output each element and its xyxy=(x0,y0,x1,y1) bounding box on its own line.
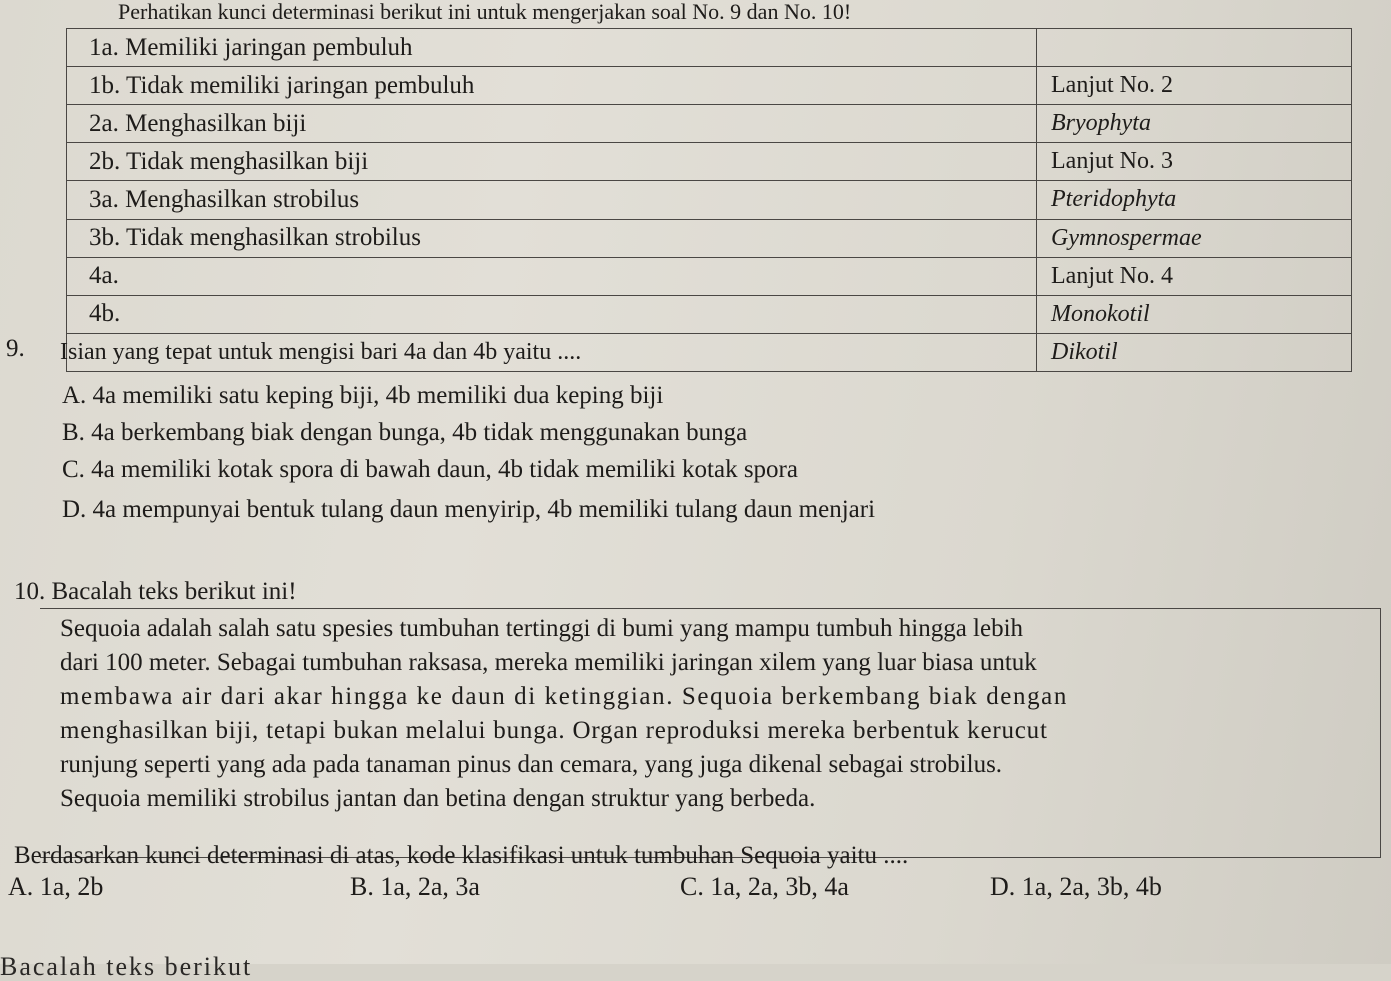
key-step: 1b. Tidak memiliki jaringan pembuluh xyxy=(67,67,1037,105)
passage-line: Sequoia memiliki strobilus jantan dan betina dengan struktur yang berbeda. xyxy=(60,785,816,812)
key-result: Lanjut No. 3 xyxy=(1037,143,1352,181)
key-step: 2b. Tidak menghasilkan biji xyxy=(67,143,1037,181)
question-9-option-b[interactable]: B. 4a berkembang biak dengan bunga, 4b tidak menggunakan bunga xyxy=(62,419,748,446)
question-9-number: 9. xyxy=(6,335,25,362)
question-10-option-c[interactable]: C. 1a, 2a, 3b, 4a xyxy=(680,872,849,901)
passage-line: membawa air dari akar hingga ke daun di ketinggian. Sequoia berkembang biak dengan xyxy=(60,683,1068,710)
determination-key-table xyxy=(66,28,1352,372)
question-9-text: Isian yang tepat untuk mengisi bari 4a dan 4b yaitu .... xyxy=(60,339,582,365)
question-10-heading: 10. Bacalah teks berikut ini! xyxy=(14,578,297,605)
key-step: 1a. Memiliki jaringan pembuluh xyxy=(67,29,1037,67)
passage-line: menghasilkan biji, tetapi bukan melalui bunga. Organ reproduksi mereka berbentuk kerucut xyxy=(60,717,1048,744)
instruction-text: Perhatikan kunci determinasi berikut ini untuk mengerjakan soal No. 9 dan No. 10! xyxy=(118,0,852,24)
passage-line: Sequoia adalah salah satu spesies tumbuhan tertinggi di bumi yang mampu tumbuh hingga lebih xyxy=(60,615,1024,642)
passage-line: dari 100 meter. Sebagai tumbuhan raksasa, mereka memiliki jaringan xilem yang luar biasa untuk xyxy=(60,649,1037,676)
key-row xyxy=(67,257,1352,295)
key-step: 4b. xyxy=(67,295,1037,333)
key-step: 3b. Tidak menghasilkan strobilus xyxy=(67,219,1037,257)
key-result: Dikotil xyxy=(1037,333,1352,371)
key-row xyxy=(67,295,1352,333)
question-10-text: Berdasarkan kunci determinasi di atas, kode klasifikasi untuk tumbuhan Sequoia yaitu .... xyxy=(14,842,909,869)
cut-off-next-line xyxy=(0,940,300,981)
passage-line: runjung seperti yang ada pada tanaman pinus dan cemara, yang juga dikenal sebagai strobilus. xyxy=(60,751,1003,778)
key-row xyxy=(67,29,1352,67)
key-result: Bryophyta xyxy=(1037,105,1352,143)
key-row xyxy=(67,143,1352,181)
key-result: Lanjut No. 4 xyxy=(1037,257,1352,295)
cut-off-text: Bacalah teks berikut xyxy=(0,952,253,981)
question-9-option-d[interactable]: D. 4a mempunyai bentuk tulang daun menyirip, 4b memiliki tulang daun menjari xyxy=(62,496,876,523)
key-row xyxy=(67,181,1352,219)
key-row xyxy=(67,219,1352,257)
question-10-option-b[interactable]: B. 1a, 2a, 3a xyxy=(350,872,480,901)
key-result xyxy=(1037,29,1352,67)
key-row xyxy=(67,105,1352,143)
key-step: 4a. xyxy=(67,257,1037,295)
reading-passage-box xyxy=(40,608,1381,858)
question-10-option-a[interactable]: A. 1a, 2b xyxy=(8,872,104,901)
question-10-option-d[interactable]: D. 1a, 2a, 3b, 4b xyxy=(990,872,1162,901)
key-row xyxy=(67,67,1352,105)
question-9-option-c[interactable]: C. 4a memiliki kotak spora di bawah daun, 4b tidak memiliki kotak spora xyxy=(62,456,798,483)
key-result: Lanjut No. 2 xyxy=(1037,67,1352,105)
key-result: Monokotil xyxy=(1037,295,1352,333)
question-9-option-a[interactable]: A. 4a memiliki satu keping biji, 4b memiliki dua keping biji xyxy=(62,382,664,409)
key-step: 3a. Menghasilkan strobilus xyxy=(67,181,1037,219)
key-result: Pteridophyta xyxy=(1037,181,1352,219)
key-result: Gymnospermae xyxy=(1037,219,1352,257)
key-step: 2a. Menghasilkan biji xyxy=(67,105,1037,143)
